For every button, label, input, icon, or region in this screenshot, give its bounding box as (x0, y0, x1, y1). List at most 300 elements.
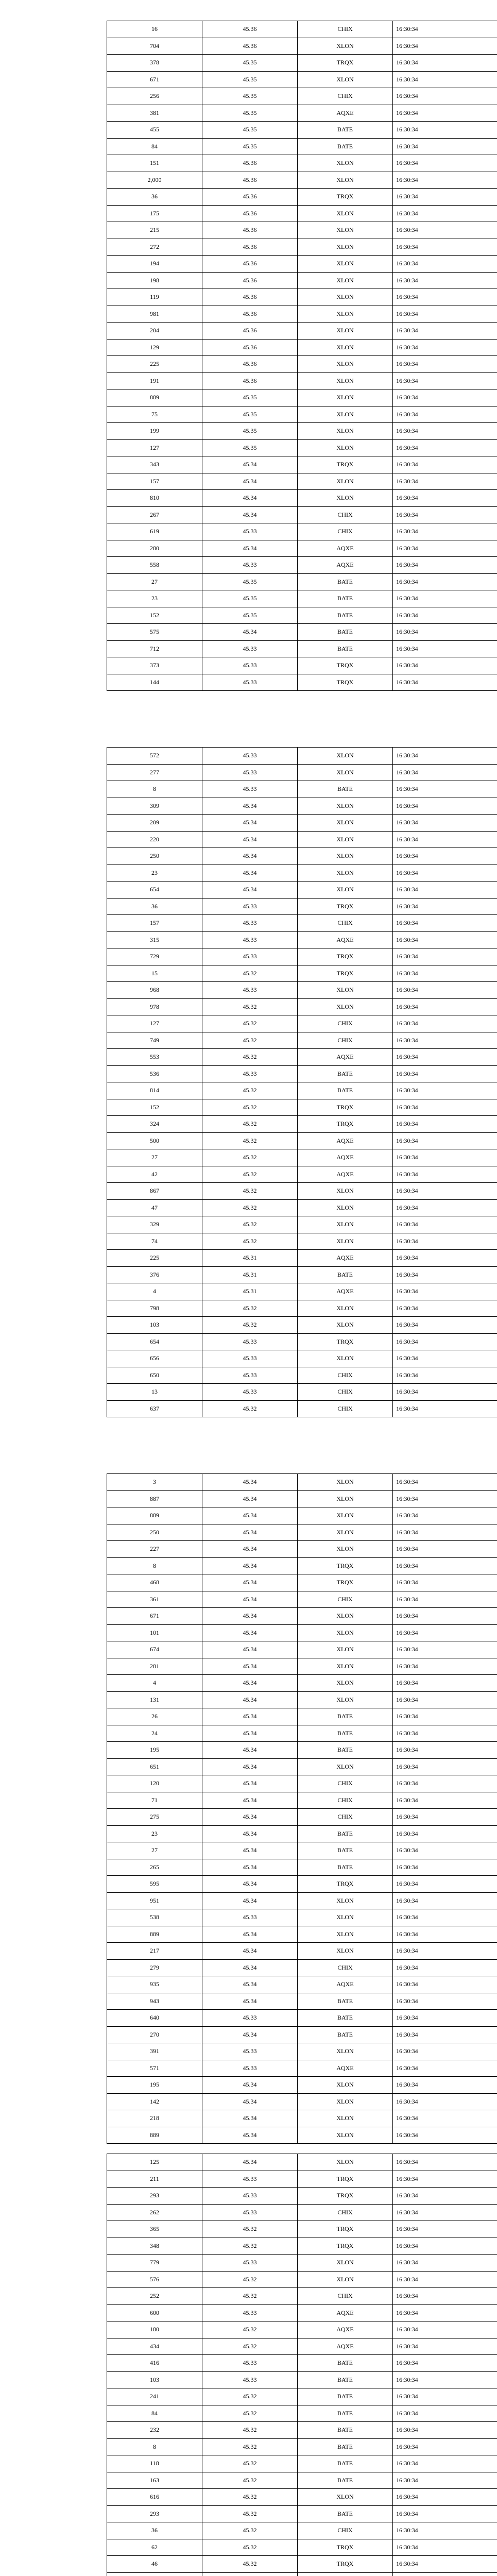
price-cell: 45.34 (202, 1859, 298, 1876)
time-cell: 16:30:34 (393, 540, 497, 557)
time-cell: 16:30:34 (393, 356, 497, 373)
table-row (107, 1624, 497, 1641)
venue-cell: XLON (298, 1507, 393, 1524)
volume-cell: 27 (107, 1842, 202, 1859)
time-cell: 16:30:34 (393, 798, 497, 815)
table-row (107, 1490, 497, 1507)
volume-cell: 265 (107, 1859, 202, 1876)
table-row (107, 2221, 497, 2238)
venue-cell: AQXE (298, 540, 393, 557)
time-cell: 16:30:34 (393, 21, 497, 38)
table-row (107, 865, 497, 882)
table-row (107, 624, 497, 641)
table-row (107, 540, 497, 557)
table-row (107, 1317, 497, 1334)
volume-cell: 674 (107, 1641, 202, 1658)
volume-cell: 215 (107, 222, 202, 239)
time-cell: 16:30:34 (393, 607, 497, 624)
time-cell: 16:30:34 (393, 2355, 497, 2372)
volume-cell: 27 (107, 1149, 202, 1166)
venue-cell: CHIX (298, 1032, 393, 1049)
price-cell: 45.33 (202, 1065, 298, 1082)
volume-cell: 152 (107, 1099, 202, 1116)
price-cell: 45.34 (202, 1490, 298, 1507)
table-row (107, 1758, 497, 1775)
table-row (107, 1199, 497, 1216)
price-cell: 45.31 (202, 1250, 298, 1267)
time-cell: 16:30:34 (393, 998, 497, 1015)
volume-cell: 151 (107, 155, 202, 172)
time-cell: 16:30:34 (393, 1149, 497, 1166)
venue-cell: CHIX (298, 1015, 393, 1032)
price-cell: 45.33 (202, 764, 298, 781)
time-cell: 16:30:34 (393, 2171, 497, 2188)
time-cell: 16:30:34 (393, 1507, 497, 1524)
table-row (107, 831, 497, 848)
price-cell: 45.31 (202, 1266, 298, 1283)
price-cell: 45.34 (202, 1507, 298, 1524)
time-cell: 16:30:34 (393, 1384, 497, 1401)
price-cell: 45.34 (202, 1641, 298, 1658)
time-cell: 16:30:34 (393, 289, 497, 306)
time-cell: 16:30:34 (393, 640, 497, 657)
volume-cell: 935 (107, 1976, 202, 1993)
venue-cell: BATE (298, 2472, 393, 2489)
venue-cell: XLON (298, 2489, 393, 2506)
venue-cell: CHIX (298, 1792, 393, 1809)
trades-table-body (107, 1474, 497, 2144)
time-cell: 16:30:34 (393, 1333, 497, 1350)
table-row (107, 607, 497, 624)
volume-cell: 195 (107, 2077, 202, 2094)
time-cell: 16:30:34 (393, 573, 497, 590)
price-cell: 45.34 (202, 490, 298, 507)
table-row (107, 456, 497, 473)
time-cell: 16:30:34 (393, 2204, 497, 2221)
price-cell: 45.36 (202, 38, 298, 55)
table-row (107, 239, 497, 256)
venue-cell: XLON (298, 1541, 393, 1558)
table-row (107, 2355, 497, 2372)
time-cell: 16:30:34 (393, 1624, 497, 1641)
venue-cell: TRQX (298, 948, 393, 965)
volume-cell: 365 (107, 2221, 202, 2238)
table-row (107, 915, 497, 932)
price-cell: 45.32 (202, 1032, 298, 1049)
venue-cell: XLON (298, 172, 393, 189)
time-cell: 16:30:34 (393, 1809, 497, 1826)
venue-cell: XLON (298, 1474, 393, 1491)
volume-cell: 250 (107, 1524, 202, 1541)
volume-cell: 654 (107, 1333, 202, 1350)
venue-cell: BATE (298, 1842, 393, 1859)
table-row (107, 898, 497, 915)
time-cell: 16:30:34 (393, 1675, 497, 1692)
venue-cell: AQXE (298, 1132, 393, 1149)
price-cell: 45.33 (202, 2204, 298, 2221)
table-row (107, 1367, 497, 1384)
volume-cell: 23 (107, 1825, 202, 1842)
venue-cell: XLON (298, 1758, 393, 1775)
venue-cell: BATE (298, 590, 393, 607)
volume-cell: 779 (107, 2255, 202, 2272)
volume-cell: 103 (107, 2371, 202, 2388)
time-cell: 16:30:34 (393, 2505, 497, 2522)
price-cell: 45.34 (202, 1591, 298, 1608)
price-cell: 45.34 (202, 1708, 298, 1725)
table-row (107, 764, 497, 781)
price-cell: 45.33 (202, 1909, 298, 1926)
table-row (107, 2388, 497, 2405)
table-row (107, 781, 497, 798)
volume-cell: 127 (107, 1015, 202, 1032)
volume-cell: 656 (107, 1350, 202, 1367)
price-cell: 45.34 (202, 1608, 298, 1625)
venue-cell: CHIX (298, 1591, 393, 1608)
time-cell: 16:30:34 (393, 1859, 497, 1876)
venue-cell: XLON (298, 1233, 393, 1250)
venue-cell: XLON (298, 798, 393, 815)
price-cell: 45.32 (202, 2388, 298, 2405)
time-cell: 16:30:34 (393, 590, 497, 607)
volume-cell: 15 (107, 965, 202, 982)
time-cell: 16:30:34 (393, 2221, 497, 2238)
table-row (107, 982, 497, 999)
table-row (107, 1641, 497, 1658)
time-cell: 16:30:34 (393, 2154, 497, 2171)
table-row (107, 372, 497, 389)
table-row (107, 1300, 497, 1317)
volume-cell: 267 (107, 506, 202, 523)
table-row (107, 2288, 497, 2305)
price-cell: 45.33 (202, 982, 298, 999)
table-row (107, 356, 497, 373)
time-cell: 16:30:34 (393, 1892, 497, 1909)
volume-cell: 211 (107, 2171, 202, 2188)
time-cell: 16:30:34 (393, 982, 497, 999)
venue-cell: TRQX (298, 1099, 393, 1116)
time-cell: 16:30:34 (393, 256, 497, 273)
time-cell: 16:30:34 (393, 865, 497, 882)
price-cell: 45.33 (202, 2060, 298, 2077)
price-cell: 45.34 (202, 1792, 298, 1809)
table-row (107, 2127, 497, 2144)
venue-cell: TRQX (298, 1574, 393, 1591)
volume-cell: 749 (107, 1032, 202, 1049)
price-cell: 45.34 (202, 506, 298, 523)
volume-cell: 125 (107, 2154, 202, 2171)
time-cell: 16:30:34 (393, 1792, 497, 1809)
table-row (107, 590, 497, 607)
venue-cell: AQXE (298, 557, 393, 574)
volume-cell: 118 (107, 2455, 202, 2472)
table-row (107, 1658, 497, 1675)
venue-cell: TRQX (298, 189, 393, 206)
price-cell: 45.34 (202, 1876, 298, 1893)
volume-cell: 671 (107, 71, 202, 88)
price-cell: 45.34 (202, 798, 298, 815)
venue-cell: XLON (298, 1624, 393, 1641)
price-cell: 45.36 (202, 372, 298, 389)
volume-cell: 814 (107, 1082, 202, 1099)
venue-cell: XLON (298, 998, 393, 1015)
table-row (107, 222, 497, 239)
table-row (107, 1350, 497, 1367)
table-row (107, 1015, 497, 1032)
volume-cell: 16 (107, 21, 202, 38)
time-cell: 16:30:34 (393, 1993, 497, 2010)
volume-cell: 23 (107, 590, 202, 607)
venue-cell: AQXE (298, 2304, 393, 2321)
price-cell: 45.34 (202, 1943, 298, 1960)
table-row (107, 557, 497, 574)
time-cell: 16:30:34 (393, 372, 497, 389)
time-cell: 16:30:34 (393, 389, 497, 406)
time-cell: 16:30:34 (393, 1199, 497, 1216)
venue-cell: TRQX (298, 965, 393, 982)
table-row (107, 2338, 497, 2355)
price-cell: 45.33 (202, 915, 298, 932)
table-row (107, 490, 497, 507)
price-cell: 45.34 (202, 865, 298, 882)
venue-cell: TRQX (298, 2539, 393, 2556)
volume-cell: 595 (107, 1876, 202, 1893)
venue-cell: XLON (298, 2110, 393, 2127)
volume-cell: 225 (107, 1250, 202, 1267)
price-cell: 45.32 (202, 2438, 298, 2455)
time-cell: 16:30:34 (393, 1049, 497, 1066)
venue-cell: XLON (298, 1608, 393, 1625)
volume-cell: 293 (107, 2188, 202, 2205)
table-row (107, 1216, 497, 1233)
volume-cell: 4 (107, 1283, 202, 1300)
volume-cell: 978 (107, 998, 202, 1015)
time-cell: 16:30:34 (393, 848, 497, 865)
table-row (107, 1166, 497, 1183)
venue-cell: XLON (298, 1675, 393, 1692)
table-row (107, 2238, 497, 2255)
volume-cell: 175 (107, 205, 202, 222)
venue-cell: BATE (298, 2371, 393, 2388)
volume-cell: 198 (107, 272, 202, 289)
table-row (107, 138, 497, 155)
table-row (107, 1183, 497, 1200)
price-cell: 45.32 (202, 998, 298, 1015)
price-cell: 45.34 (202, 2026, 298, 2043)
price-cell: 45.34 (202, 1926, 298, 1943)
time-cell: 16:30:34 (393, 1976, 497, 1993)
volume-cell: 71 (107, 1792, 202, 1809)
time-cell: 16:30:34 (393, 339, 497, 356)
price-cell: 45.34 (202, 1825, 298, 1842)
volume-cell: 103 (107, 1317, 202, 1334)
price-cell: 45.35 (202, 607, 298, 624)
venue-cell: AQXE (298, 2338, 393, 2355)
price-cell: 45.32 (202, 1400, 298, 1417)
time-cell: 16:30:34 (393, 2556, 497, 2573)
volume-cell: 152 (107, 607, 202, 624)
volume-cell: 600 (107, 2304, 202, 2321)
table-row (107, 105, 497, 122)
volume-cell: 26 (107, 1708, 202, 1725)
price-cell: 45.34 (202, 1742, 298, 1759)
venue-cell: BATE (298, 2505, 393, 2522)
price-cell (202, 2572, 298, 2576)
time-cell: 16:30:34 (393, 2026, 497, 2043)
volume-cell: 455 (107, 122, 202, 139)
time-cell: 16:30:34 (393, 222, 497, 239)
table-row (107, 1283, 497, 1300)
price-cell: 45.36 (202, 172, 298, 189)
venue-cell: XLON (298, 2154, 393, 2171)
time-cell: 16:30:34 (393, 764, 497, 781)
volume-cell: 293 (107, 2505, 202, 2522)
volume-cell: 180 (107, 2321, 202, 2338)
volume-cell: 889 (107, 1507, 202, 1524)
volume-cell: 157 (107, 915, 202, 932)
price-cell: 45.32 (202, 2288, 298, 2305)
price-cell: 45.36 (202, 205, 298, 222)
price-cell: 45.32 (202, 2338, 298, 2355)
price-cell: 45.32 (202, 1116, 298, 1133)
time-cell: 16:30:34 (393, 2043, 497, 2060)
venue-cell: TRQX (298, 2238, 393, 2255)
venue-cell: BATE (298, 624, 393, 641)
table-row (107, 2204, 497, 2221)
venue-cell: BATE (298, 1266, 393, 1283)
time-cell: 16:30:34 (393, 2077, 497, 2094)
price-cell: 45.33 (202, 557, 298, 574)
time-cell: 16:30:34 (393, 105, 497, 122)
volume-cell: 8 (107, 1557, 202, 1574)
time-cell: 16:30:34 (393, 2455, 497, 2472)
table-row (107, 2522, 497, 2539)
time-cell: 16:30:34 (393, 1591, 497, 1608)
table-row (107, 1825, 497, 1842)
venue-cell: XLON (298, 1641, 393, 1658)
time-cell: 16:30:34 (393, 2522, 497, 2539)
price-cell: 45.33 (202, 781, 298, 798)
price-cell: 45.33 (202, 898, 298, 915)
table-row (107, 1876, 497, 1893)
table-row (107, 473, 497, 490)
volume-cell: 572 (107, 748, 202, 765)
price-cell: 45.33 (202, 2304, 298, 2321)
time-cell: 16:30:34 (393, 1015, 497, 1032)
price-cell: 45.34 (202, 1658, 298, 1675)
price-cell: 45.33 (202, 1367, 298, 1384)
venue-cell: AQXE (298, 1976, 393, 1993)
volume-cell: 650 (107, 1367, 202, 1384)
trades-table-page-1 (107, 21, 497, 691)
price-cell: 45.35 (202, 423, 298, 440)
time-cell: 16:30:34 (393, 898, 497, 915)
time-cell: 16:30:34 (393, 71, 497, 88)
time-cell: 16:30:34 (393, 1641, 497, 1658)
venue-cell: BATE (298, 781, 393, 798)
table-row (107, 1926, 497, 1943)
time-cell: 16:30:34 (393, 1233, 497, 1250)
venue-cell: TRQX (298, 2188, 393, 2205)
venue-cell: XLON (298, 882, 393, 899)
venue-cell: XLON (298, 831, 393, 848)
volume-cell: 163 (107, 2472, 202, 2489)
volume-cell: 119 (107, 289, 202, 306)
time-cell: 16:30:34 (393, 2321, 497, 2338)
venue-cell: BATE (298, 1725, 393, 1742)
price-cell: 45.32 (202, 1233, 298, 1250)
venue-cell: TRQX (298, 55, 393, 72)
venue-cell: TRQX (298, 1876, 393, 1893)
venue-cell: XLON (298, 356, 393, 373)
table-row (107, 71, 497, 88)
volume-cell: 576 (107, 2271, 202, 2288)
venue-cell: CHIX (298, 506, 393, 523)
price-cell: 45.32 (202, 1166, 298, 1183)
time-cell: 16:30:34 (393, 1367, 497, 1384)
table-row (107, 506, 497, 523)
table-row (107, 1541, 497, 1558)
venue-cell: CHIX (298, 88, 393, 105)
price-cell: 45.33 (202, 2188, 298, 2205)
price-cell: 45.36 (202, 21, 298, 38)
table-row (107, 815, 497, 832)
table-row (107, 2472, 497, 2489)
table-row (107, 1065, 497, 1082)
time-cell: 16:30:34 (393, 439, 497, 456)
volume-cell: 348 (107, 2238, 202, 2255)
venue-cell: CHIX (298, 1775, 393, 1792)
table-row (107, 948, 497, 965)
table-row (107, 306, 497, 323)
time-cell: 16:30:34 (393, 456, 497, 473)
time-cell: 16:30:34 (393, 1943, 497, 1960)
venue-cell: TRQX (298, 898, 393, 915)
volume-cell: 227 (107, 1541, 202, 1558)
table-row (107, 2043, 497, 2060)
time-cell: 16:30:34 (393, 155, 497, 172)
venue-cell: BATE (298, 1993, 393, 2010)
trades-table-page-4 (107, 2154, 497, 2576)
volume-cell: 142 (107, 2093, 202, 2110)
time-cell (393, 2572, 497, 2576)
price-cell: 45.32 (202, 1082, 298, 1099)
volume-cell: 889 (107, 1926, 202, 1943)
table-row (107, 1149, 497, 1166)
time-cell: 16:30:34 (393, 423, 497, 440)
volume-cell: 84 (107, 138, 202, 155)
venue-cell: XLON (298, 1658, 393, 1675)
price-cell: 45.34 (202, 456, 298, 473)
volume-cell: 279 (107, 1959, 202, 1976)
volume-cell: 3 (107, 1474, 202, 1491)
table-row (107, 674, 497, 691)
table-row (107, 2171, 497, 2188)
time-cell: 16:30:34 (393, 931, 497, 948)
time-cell: 16:30:34 (393, 306, 497, 323)
table-row (107, 1608, 497, 1625)
table-row (107, 2077, 497, 2094)
time-cell: 16:30:34 (393, 1065, 497, 1082)
venue-cell: XLON (298, 256, 393, 273)
venue-cell: TRQX (298, 2556, 393, 2573)
table-row (107, 1708, 497, 1725)
price-cell: 45.33 (202, 1333, 298, 1350)
price-cell: 45.31 (202, 1283, 298, 1300)
volume-cell: 209 (107, 815, 202, 832)
venue-cell: TRQX (298, 1557, 393, 1574)
price-cell: 45.32 (202, 1132, 298, 1149)
